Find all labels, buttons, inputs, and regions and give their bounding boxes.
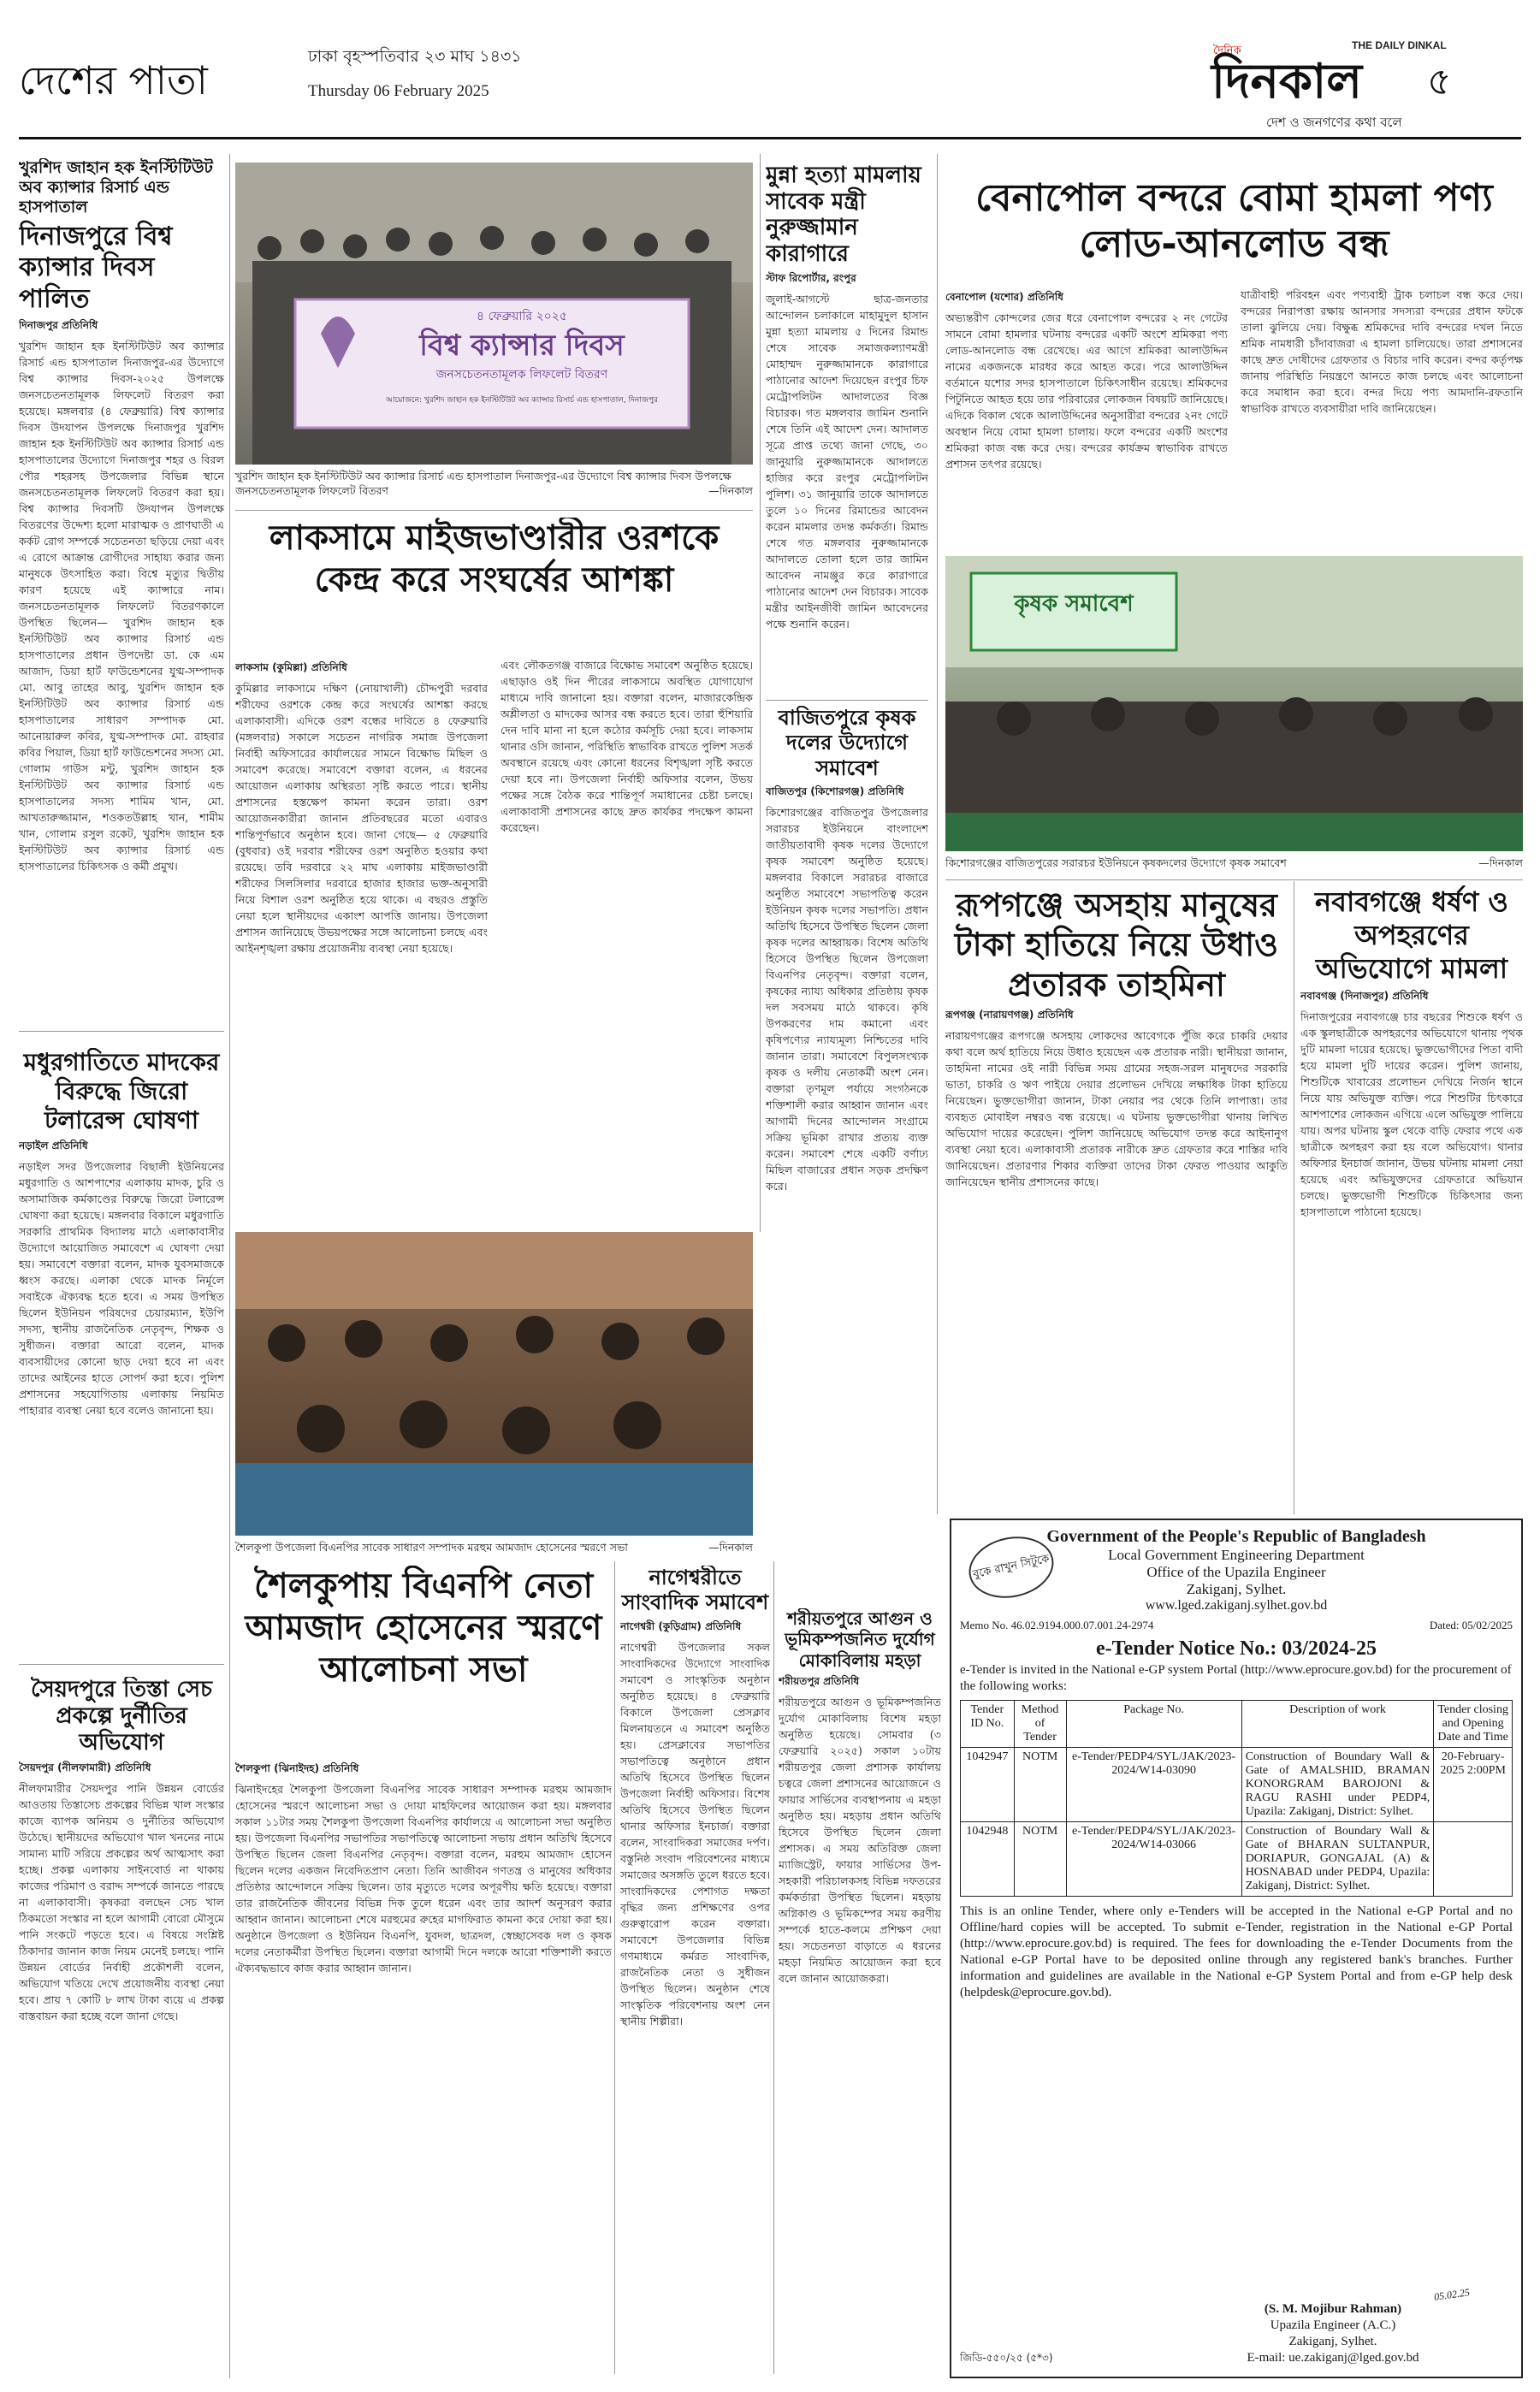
article-shariatpur — [779, 1608, 941, 2374]
article-body: নারায়ণগঞ্জের রূপগঞ্জে অসহায় লোকদের আবেগকে পুঁজি করে চাকরি দেয়ার কথা বলে অর্থ হাতিয়ে নিয়ে উধাও হয়েছেন এক প্রতারক নারী। স্থানীয়রা জানান, তাহমিনা নামের ওই নারী বিভিন্ন সময় গ্রামের সহজ-সরল মানুষদের সরকারি ভাতা, চাকরি ও ঋণ পাইয়ে দেয়ার প্রলোভন দেখিয়ে লক্ষাধিক টাকা হাতিয়ে নিয়েছেন। ভুক্তভোগীরা জানান, টাকা নেয়ার পর থেকে তিনি লাপাত্তা। তার ব্যবহৃত মোবাইল নম্বরও বন্ধ রয়েছে। এ ঘটনায় ভুক্তভোগীরা থানায় লিখিত অভিযোগ দায়ের করেছেন। পুলিশ জানিয়েছে অভিযোগ তদন্ত করে আইনানুগ ব্যবস্থা নেয়া হবে। এলাকাবাসী প্রতারক নারীকে দ্রুত গ্রেফতার করে শাস্তির দাবি জানিয়েছেন। প্রতারণার শিকার ব্যক্তিরা তাদের টাকা ফেরত পাওয়ার আকুতি জানিয়েছেন স্থানীয় প্রশাসনের কাছে। — [945, 1029, 1288, 1189]
article-body: দিনাজপুরের নবাবগঞ্জে চার বছরের শিশুকে ধর্ষণ ও এক স্কুলছাত্রীকে অপহরণের অভিযোগে থানায় পৃথক দুটি মামলা দায়ের হয়েছে। ভুক্তভোগীদের পিতা বাদী হয়ে মামলা দুটি দায়ের করেন। পুলিশ জানায়, শিশুটিকে খাবারের প্রলোভন দেখিয়ে নির্জন স্থানে নিয়ে যায় অভিযুক্ত ব্যক্তি। পরে শিশুটির চিৎকারে আশপাশের লোকজন এগিয়ে এলে অভিযুক্ত পালিয়ে যায়। অপর ঘটনায় স্কুল থেকে বাড়ি ফেরার পথে এক ছাত্রীকে অপহরণ করা হয় বলে অভিযোগ। থানার অফিসার ইনচার্জ জানান, উভয় ঘটনায় মামলা নেয়া হয়েছে এবং অভিযুক্তদের গ্রেফতারে অভিযান চলছে। ভুক্তভোগী শিশুটিকে চিকিৎসার জন্য হাসপাতালে পাঠানো হয়েছে। — [1300, 1010, 1523, 1219]
article-byline: দিনাজপুর প্রতিনিধি — [19, 319, 98, 332]
tender-department: Local Government Engineering Department — [1108, 1547, 1365, 1563]
article-byline: নড়াইল প্রতিনিধি — [19, 1140, 88, 1152]
article-body: নড়াইল সদর উপজেলার বিছালী ইউনিয়নের মধুরগাতি ও আশপাশের এলাকায় মাদক, চুরি ও অসামাজিক কর্মকাণ্ডের বিরুদ্ধে জিরো টলারেন্স ঘোষণা করা হয়েছে। মঙ্গলবার বিকালে মধুরগাতি সরকারি প্রাথমিক বিদ্যালয় মাঠে এলাকাবাসীর উদ্যোগে আয়োজিত সমাবেশে এ ঘোষণা দেয়া হয়। সমাবেশে বক্তারা বলেন, মাদক যুবসমাজকে ধ্বংস করছে। এলাকা থেকে মাদক নির্মূলে সবাইকে ঐক্যবদ্ধ হতে হবে। এ সময় উপস্থিত ছিলেন ইউনিয়ন পরিষদের চেয়ারম্যান, ইউপি সদস্য, স্থানীয় রাজনৈতিক নেতৃবৃন্দ, শিক্ষক ও সুধীজন। বক্তারা আরো বলেন, মাদক ব্যবসায়ীদের কোনো ছাড় দেয়া হবে না এবং তাদের আইনের হাতে সোপর্দ করা হবে। পুলিশ প্রশাসনের সহযোগিতায় এলাকায় নিয়মিত পাহারার ব্যবস্থা নেয়া হবে বলেও জানানো হয়। — [19, 1160, 224, 1418]
tender-signature: 05.02.25 — [1433, 2286, 1471, 2303]
tender-cell-package: e-Tender/PEDP4/SYL/JAK/2023-2024/W14-03090 — [1066, 1748, 1241, 1822]
tender-date: Dated: 05/02/2025 — [1429, 1619, 1513, 1631]
article-byline: শরীয়তপুর প্রতিনিধি — [779, 1675, 860, 1688]
article-headline: দিনাজপুরে বিশ্ব ক্যান্সার দিবস পালিত — [19, 221, 173, 314]
article-body: জুলাই-আগস্টে ছাত্র-জনতার আন্দোলন চলাকালে মাহামুদুল হাসান মুন্না হত্যা মামলায় ৫ দিনের রিমান্ড শেষে সাবেক সমাজকল্যাণমন্ত্রী মোহাম্মদ নুরুজ্জামানকে কারাগারে পাঠানোর আদেশ দিয়েছেন রংপুর চিফ মেট্রোপলিটন আদালতের বিজ্ঞ বিচারক। গত মঙ্গলবার জামিন শুনানি শেষে তিনি এই আদেশ দেন। আদালত সূত্রে প্রাপ্ত তথ্যে জানা গেছে, ৩০ জানুয়ারি নুরুজ্জামানকে আদালতে হাজির করে রংপুর মেট্রোপলিটন পুলিশ। ৩১ জানুয়ারি তাকে আদালতে তুলে ১০ দিনের রিমান্ডের আবেদন করেন মামলার তদন্ত কর্মকর্তা। রিমান্ড শেষে গত মঙ্গলবার নুরুজ্জামানকে আদালতে তোলা হলে তার জামিন আবেদন নামঞ্জুর করে কারাগারে পাঠানোর আদেশ দেন বিচারক। সাবেক মন্ত্রীর আইনজীবী জামিন আবেদনের পক্ষে শুনানি করেন। — [766, 292, 928, 631]
tender-cell-id: 1042948 — [961, 1822, 1015, 1897]
article-bajitpur — [766, 706, 928, 1544]
article-headline: বাজিতপুরে কৃষক দলের উদ্যোগে সমাবেশ — [778, 706, 916, 780]
tender-header-cell: Tender closing and Opening Date and Time — [1434, 1701, 1513, 1748]
tender-cell-package: e-Tender/PEDP4/SYL/JAK/2023-2024/W14-03066 — [1066, 1822, 1241, 1897]
tender-header-cell: Method of Tender — [1014, 1701, 1066, 1748]
article-benapole-headline: বেনাপোল বন্দরে বোমা হামলা পণ্য লোড-আনলোড বন্ধ — [975, 176, 1493, 266]
tender-table — [960, 1700, 1513, 1897]
article-nageshwari — [620, 1566, 770, 2374]
article-headline: নাগেশ্বরীতে সাংবাদিক সমাবেশ — [621, 1566, 769, 1615]
article-kicker: খুরশিদ জাহান হক ইনস্টিটিউট অব ক্যান্সার রিসার্চ এন্ড হাসপাতাল — [19, 158, 213, 217]
tender-header-cell: Description of work — [1241, 1701, 1434, 1748]
photo-caption: শৈলকুপা উপজেলা বিএনপির সাবেক সাধারণ সম্পাদক মরহুম আমজাদ হোসেনের স্মরণে সভা —দিনকাল — [235, 1541, 753, 1554]
article-body: ঝিনাইদহের শৈলকুপা উপজেলা বিএনপির সাবেক সাধারণ সম্পাদক মরহুম আমজাদ হোসেনের স্মরণে আলোচনা সভা ও দোয়া মাহফিলের আয়োজন করা হয়। মঙ্গলবার সকাল ১১টার সময় শৈলকুপা উপজেলা বিএনপির কার্যালয়ে এ আলোচনা সভা অনুষ্ঠিত হয়। উপজেলা বিএনপির সভাপতির সভাপতিত্বে আলোচনা সভায় প্রধান অতিথি হিসেবে উপস্থিত ছিলেন জেলা বিএনপির নেতৃবৃন্দ। বক্তারা বলেন, মরহুম আমজাদ হোসেন ছিলেন দলের একজন নিবেদিতপ্রাণ নেতা। তিনি আজীবন গণতন্ত্র ও মানুষের অধিকার প্রতিষ্ঠার আন্দোলনে সক্রিয় ছিলেন। তার মৃত্যুতে দলের অপূরণীয় ক্ষতি হয়েছে। বক্তারা তার রাজনৈতিক জীবনের বিভিন্ন দিক তুলে ধরেন এবং তার আদর্শ অনুসরণ করার আহ্বান জানান। আলোচনা শেষে মরহুমের রুহের মাগফিরাত কামনা করে দোয়া করা হয়। অনুষ্ঠানে উপজেলা ও ইউনিয়ন বিএনপি, যুবদল, ছাত্রদল, স্বেচ্ছাসেবক দল ও কৃষক দলের নেতাকর্মীরা উপস্থিত ছিলেন। বক্তারা আগামী দিনে দলকে আরো শক্তিশালী করতে ঐক্যবদ্ধভাবে কাজ করার আহ্বান জানান। — [235, 1783, 612, 1975]
article-headline: মুন্না হত্যা মামলায় সাবেক মন্ত্রী নুরুজ্জামান কারাগারে — [766, 163, 921, 268]
page-number: ৫ — [1427, 60, 1452, 104]
article-cancer-day — [19, 158, 224, 1022]
tender-office: Office of the Upazila Engineer — [1146, 1564, 1326, 1580]
photo-farmers-rally: কৃষক সমাবেশ — [945, 556, 1523, 851]
tender-signer-block: (S. M. Mojibur Rahman) Upazila Engineer (A.C.) Zakiganj, Sylhet. E-mail: ue.zakiganj@lged.gov.bd — [1247, 2302, 1419, 2365]
tender-cell-date: 20-February-2025 2:00PM — [1434, 1748, 1513, 1822]
article-byline: রূপগঞ্জ (নারায়ণগঞ্জ) প্রতিনিধি — [945, 1009, 1074, 1021]
article-byline: স্টাফ রিপোর্টার, রংপুর — [766, 271, 856, 284]
article-byline: লাকসাম (কুমিল্লা) প্রতিনিধি — [235, 661, 347, 673]
article-benapole-col2: যাত্রীবাহী পরিবহন এবং পণ্যবাহী ট্রাক চলাচল বন্ধ করে দেয়। বন্দরের নিরাপত্তা রক্ষায় আনসার সদস্যরা বন্দরের প্রধান ফটকে তালা ঝুলিয়ে দেয়। বিক্ষুব্ধ শ্রমিকদের দাবি বন্দরের দখল নিতে শ্রমিক নামধারী চাঁদাবাজরা এ হামলা চালিয়েছে। তারা প্রশাসনের কাছে দ্রুত দোষীদের গ্রেফতার ও বিচার দাবি করেন। বন্দর কর্তৃপক্ষ জানায় পরিস্থিতি নিয়ন্ত্রণে আনতে কাজ চলছে এবং আলোচনা করে সমাধান করা হবে। বন্দর দিয়ে পণ্য আমদানি-রফতানি স্বাভাবিক রাখতে ব্যবসায়ীরা দাবি জানিয়েছেন। — [1241, 288, 1523, 415]
issue-date: ঢাকা বৃহস্পতিবার ২৩ মাঘ ১৪৩১ Thursday 06 February 2025 — [308, 47, 522, 100]
article-body: অভ্যন্তরীণ কোন্দলের জের ধরে বেনাপোল বন্দরের ২ নং গেটের সামনে বোমা হামলার ঘটনায় বন্দরের একটি অংশে শ্রমিকরা পণ্য লোড-আনলোড বন্ধ রেখেছে। এর আগে শ্রমিকরা আলাউদ্দিন নামের একজনকে মারধর করে আহত করে। পরে আলাউদ্দিন বর্তমানে যশোর সদর হাসপাতালে চিকিৎসাধীন রয়েছে। শ্রমিকদের পিটুনিতে আহত হয়ে তার পরিবারের লোকজন বিষয়টি জানিয়েছে। এদিকে বিকাল থেকে আলাউদ্দিনের অনুসারীরা বন্দরের ২নং গেটে অবস্থান নিয়ে বোমা হামলা চালায়। ফলে বন্দরের একটি অংশের শ্রমিকরা কাজ বন্ধ করে দেয়। বন্দরের কার্যক্রম স্বাভাবিক রাখতে প্রশাসন তৎপর রয়েছে। — [945, 311, 1228, 471]
tender-cell-date — [1434, 1822, 1513, 1897]
article-byline: সৈয়দপুর (নীলফামারী) প্রতিনিধি — [19, 1761, 151, 1773]
photo-caption: খুরশিদ জাহান হক ইনস্টিটিউট অব ক্যান্সার রিসার্চ এন্ড হাসপাতাল দিনাজপুর-এর উদ্যোগে বিশ্ব ক্যান্সার দিবস উপলক্ষে জনসচেতনতামূলক লিফলেট বিতরণ —দিনকাল — [235, 470, 753, 497]
tender-government: Government of the People's Republic of Bangladesh — [1046, 1527, 1426, 1546]
section-title: দেশের পাতা — [19, 57, 208, 104]
tender-place: Zakiganj, Sylhet. — [1186, 1581, 1287, 1597]
tender-cell-method: NOTM — [1014, 1748, 1066, 1822]
article-shailkupa-headline: শৈলকুপায় বিএনপি নেতা আমজাদ হোসেনের স্মরণে আলোচনা সভা — [245, 1566, 602, 1690]
tender-seal: বুকে রাখুন সিটুকে — [963, 1529, 1059, 1605]
crowd-illustration — [235, 1232, 753, 1536]
photo-cancer-rally: ৪ ফেব্রুয়ারি ২০২৫ বিশ্ব ক্যান্সার দিবস জনসচেতনতামূলক লিফলেট বিতরণ আয়োজনে: খুরশিদ জাহান হক ইনস্টিটিউট অব ক্যান্সার রিসার্চ এন্ড হাসপাতাল, দিনাজপুর — [235, 163, 753, 465]
article-headline: নবাবগঞ্জে ধর্ষণ ও অপহরণের অভিযোগে মামলা — [1315, 885, 1508, 986]
tender-code: জিডি-৫৫০/২৫ (৫*৩) — [960, 2352, 1053, 2364]
photo-shailkupa-meeting — [235, 1232, 753, 1536]
tender-intro: e-Tender is invited in the National e-GP system Portal (http://www.eprocure.gov.bd) for the procurement of the following works: — [960, 1663, 1512, 1693]
tender-header-cell: Package No. — [1066, 1701, 1241, 1748]
article-body: নীলফামারীর সৈয়দপুর পানি উন্নয়ন বোর্ডের আওতায় তিস্তাসেচ প্রকল্পের বিভিন্ন খাল সংস্কার কাজে ব্যাপক অনিয়ম ও দুর্নীতির অভিযোগ উঠেছে। স্থানীয়দের অভিযোগ খাল খননের নামে সামান্য মাটি সরিয়ে প্রকল্পের অর্থ আত্মসাৎ করা হচ্ছে। প্রকল্প এলাকায় সাইনবোর্ড না থাকায় কাজের পরিমাণ ও বরাদ্দ সম্পর্কে জানতে পারছে না এলাকাবাসী। কৃষকরা বলছেন সেচ খাল ঠিকমতো সংস্কার না হলে আগামী বোরো মৌসুমে পানি সংকটে পড়তে হবে। এ বিষয়ে সংশ্লিষ্ট ঠিকাদার জানান কাজ নিয়ম মেনেই চলছে। পানি উন্নয়ন বোর্ডের নির্বাহী প্রকৌশলী বলেন, অভিযোগ খতিয়ে দেখে প্রয়োজনীয় ব্যবস্থা নেয়া হবে। প্রায় ৭ কোটি ৮ লাখ টাকা ব্যয়ে এ প্রকল্প বাস্তবায়ন করা হচ্ছে বলে জানা গেছে। — [19, 1781, 224, 2022]
article-body: খুরশিদ জাহান হক ইনস্টিটিউট অব ক্যান্সার রিসার্চ এন্ড হাসপাতাল দিনাজপুর-এর উদ্যোগে বিশ্ব ক্যান্সার দিবস-২০২৫ উপলক্ষে জনসচেতনতামূলক লিফলেট বিতরণ করা হয়েছে। মঙ্গলবার (৪ ফেব্রুয়ারি) বিশ্ব ক্যান্সার দিবস উদযাপন উপলক্ষে দিনাজপুর খুরশিদ জাহান হক ইনস্টিটিউট অব ক্যান্সার রিসার্চ এন্ড হাসপাতালের উদ্যোগে দিনাজপুর শহর ও বিরল পৌর শহরসহ উপজেলার বিভিন্ন স্থানে জনসচেতনতামূলক লিফলেট বিতরণ করা হয়। বিশ্ব ক্যান্সার দিবসটি উদযাপন উপলক্ষে বিতরণের উদ্দেশ্য হলো মারাত্মক ও প্রাণঘাতী এ কর্কট রোগ সম্পর্কে সচেতনতা ছড়িয়ে দেয়া এবং এ রোগে আক্রান্ত রোগীদের সাহায্য করার জন্য মানুষকে উৎসাহিত করা। বিশ্বে মৃত্যুর দ্বিতীয় কারণ হয়েছে এই ক্যান্সারে নাম। জনসচেতনতামূলক লিফলেট বিতরণকালে উপস্থিত ছিলেন— খুরশিদ জাহান হক ইনস্টিটিউট অব ক্যান্সার রিসার্চ এন্ড হাসপাতালের প্রধান উপদেষ্টা ডা. কে এম আজাদ, ডিয়া হার্ট ফাউন্ডেশনের যুগ্ম-সম্পাদক মো. আবু তাহের আবু, খুরশিদ জাহান হক ইনস্টিটিউট অব ক্যান্সার রিসার্চ এন্ড হাসপাতালের সাধারণ সম্পাদক মো. আনোয়ারুল কবির, যুগ্ম-সম্পাদক মো. রাহবার কবির পিয়াল, ডিয়া হার্ট ফাউন্ডেশনের সদস্য মো. গোলাম গাউস মন্টু, খুরশিদ জাহান হক ইনস্টিটিউট অব ক্যান্সার রিসার্চ এন্ড হাসপাতালের সদস্য শামিম খান, মো. আখতারুজ্জামান, শওকতউল্লাহ খান, শামীম খান, গোলাম রসুল রকেট, খুরশিদ জাহান হক ইনস্টিটিউট অব ক্যান্সার রিসার্চ এন্ড হাসপাতালের চিকিৎসক ও কর্মী প্রমুখ। — [19, 340, 224, 873]
tender-cell-desc: Construction of Boundary Wall & Gate of BHARAN SULTANPUR, DORIAPUR, GONGAJAL (A) & HOSNABAD under PEDP4, Upazila: Zakiganj, District: Sylhet. — [1241, 1822, 1434, 1897]
tender-header-cell: Tender ID No. — [961, 1701, 1015, 1748]
tender-row — [961, 1822, 1513, 1897]
tender-website: www.lged.zakiganj.sylhet.gov.bd — [1145, 1598, 1328, 1613]
tender-footer: This is an online Tender, where only e-Tenders will be accepted in the National e-GP Portal and no Offline/hard copies will be accepted. To submit e-Tender, registration in the National e-GP Portal (http://www.eprocure.gov.bd) is required. The fees for downloading the e-Tender Documents from the National e-GP Portal have to be deposited online through any registered bank's branches. Further information and guidelines are available in the National e-GP System Portal and from e-GP help desk (helpdesk@eprocure.gov.bd). — [960, 1904, 1513, 1999]
article-benapole-col1 — [945, 287, 1228, 543]
article-headline: রূপগঞ্জে অসহায় মানুষের টাকা হাতিয়ে নিয়ে উধাও প্রতারক তাহমিনা — [954, 886, 1279, 1004]
article-headline: শরীয়তপুরে আগুন ও ভূমিকম্পজনিত দুর্যোগ মোকাবিলায় মহড়া — [785, 1608, 935, 1671]
tender-row — [961, 1748, 1513, 1822]
masthead-logo: দৈনিক THE DAILY DINKAL দিনকাল ৫ দেশ ও জনগণের কথা বলে — [1211, 39, 1452, 130]
tender-memo: Memo No. 46.02.9194.000.07.001.24-2974 — [960, 1619, 1154, 1631]
tender-notice — [950, 1519, 1523, 2378]
article-modhurgati — [19, 1048, 224, 1664]
article-laksam-col1 — [235, 657, 488, 1222]
tender-title: e-Tender Notice No.: 03/2024-25 — [1096, 1637, 1377, 1660]
tender-cell-id: 1042947 — [961, 1748, 1015, 1822]
article-munna-case — [766, 163, 928, 693]
article-byline: নাগেশ্বরী (কুড়িগ্রাম) প্রতিনিধি — [620, 1619, 742, 1632]
article-byline: নবাবগঞ্জ (দিনাজপুর) প্রতিনিধি — [1300, 990, 1429, 1003]
tender-cell-desc: Construction of Boundary Wall & Gate of AMALSHID, BRAMAN KONORGRAM BAROJONI & RAGU RASHI under PEDP4, Upazila: Zakiganj, District: Sylhet. — [1241, 1748, 1434, 1822]
article-body: কিশোরগঞ্জের বাজিতপুর উপজেলার সরারচর ইউনিয়নে বাংলাদেশ জাতীয়তাবাদী কৃষক দলের উদ্যোগে কৃষক সমাবেশ অনুষ্ঠিত হয়েছে। মঙ্গলবার বিকালে সরারচর বাজারে অনুষ্ঠিত সমাবেশে সভাপতিত্ব করেন ইউনিয়ন কৃষক দলের সভাপতি। প্রধান অতিথি হিসেবে উপস্থিত ছিলেন জেলা কৃষক দলের আহ্বায়ক। বিশেষ অতিথি হিসেবে উপস্থিত ছিলেন উপজেলা বিএনপির নেতৃবৃন্দ। বক্তারা বলেন, কৃষকের ন্যায্য অধিকার প্রতিষ্ঠায় কৃষক দল সবসময় মাঠে থাকবে। কৃষি উপকরণের দাম কমানো এবং কৃষিপণ্যের ন্যায্যমূল্য নিশ্চিতের দাবি জানান তারা। সমাবেশে বিপুলসংখ্যক কৃষক ও দলীয় নেতাকর্মী অংশ নেন। বক্তারা তৃণমূল পর্যায়ে সংগঠনকে শক্তিশালী করার আহ্বান জানান এবং আগামী দিনের আন্দোলন সংগ্রামে সক্রিয় ভূমিকা রাখার প্রত্যয় ব্যক্ত করেন। সমাবেশ শেষে একটি বর্ণাঢ্য মিছিল বাজারের প্রধান সড়ক প্রদক্ষিণ করে। — [766, 805, 928, 1193]
article-byline: বেনাপোল (যশোর) প্রতিনিধি — [945, 291, 1063, 303]
article-shailkupa-body — [235, 1758, 612, 2374]
article-body: নাগেশ্বরী উপজেলার সকল সাংবাদিকদের উদ্যোগে সাংবাদিক সমাবেশ ও সাংস্কৃতিক অনুষ্ঠান অনুষ্ঠিত হয়েছে। ৪ ফেব্রুয়ারি বিকালে উপজেলা প্রেসক্লাব মিলনায়তনে এ সমাবেশ অনুষ্ঠিত হয়। প্রেসক্লাবের সভাপতির সভাপতিত্বে অনুষ্ঠানে প্রধান অতিথি হিসেবে উপস্থিত ছিলেন উপজেলা নির্বাহী অফিসার। বিশেষ অতিথি হিসেবে উপস্থিত ছিলেন থানার অফিসার ইনচার্জ। বক্তারা বলেন, সাংবাদিকরা সমাজের দর্পণ। বস্তুনিষ্ঠ সংবাদ পরিবেশনের মাধ্যমে সমাজের অসঙ্গতি তুলে ধরতে হবে। সাংবাদিকদের পেশাগত দক্ষতা বৃদ্ধির জন্য প্রশিক্ষণের ওপর গুরুত্বারোপ করেন বক্তারা। সমাবেশে উপজেলার বিভিন্ন গণমাধ্যমে কর্মরত সাংবাদিক, রাজনৈতিক নেতা ও সুধীজন উপস্থিত ছিলেন। অনুষ্ঠান শেষে সাংস্কৃতিক পরিবেশনায় অংশ নেন স্থানীয় শিল্পীরা। — [620, 1640, 770, 2028]
tender-cell-method: NOTM — [1014, 1822, 1066, 1897]
masthead-rule — [19, 137, 1521, 139]
article-headline: মধুরগাতিতে মাদকের বিরুদ্ধে জিরো টলারেন্স ঘোষণা — [23, 1048, 220, 1135]
article-byline: শৈলকুপা (ঝিনাইদহ) প্রতিনিধি — [235, 1762, 359, 1774]
article-body: কুমিল্লার লাকসামে দক্ষিণ (নোয়াখালী) চৌদ্দপুরী দরবার শরীফের ওরশকে কেন্দ্র করে সংঘর্ষের আশঙ্কা করছে এলাকাবাসী। এদিকে ওরশ বন্ধের দাবিতে ৪ ফেব্রুয়ারি (মঙ্গলবার) সকালে সচেতন নাগরিক সমাজ উপজেলা নির্বাহী অফিসারের কার্যালয়ের সামনে বিক্ষোভ মিছিল ও সমাবেশ করেছে। সমাবেশে বক্তারা বলেন, এ ধরনের আয়োজন এলাকায় অস্থিরতা সৃষ্টি করতে পারে। স্থানীয় প্রশাসনের হস্তক্ষেপ কামনা করেন তারা। ওরশ আয়োজনকারীরা জানান প্রতিবছরের মতো এবারও শান্তিপূর্ণভাবে অনুষ্ঠান হবে। জানা গেছে— ৫ ফেব্রুয়ারি (বুধবার) ওই দরবার শরীফের ওরশ অনুষ্ঠিত হওয়ার কথা রয়েছে। তবি দরবারে ২২ মাঘ এলাকায় মাইজভাণ্ডারী শরীফের সিলসিলার দরবারে হাজার হাজার ভক্ত-অনুসারী নিয়ে বিশাল ওরশ অনুষ্ঠিত হয়ে থাকে। এ বছরও প্রস্তুতি নেয়া হলে স্থানীয়দের একাংশ আপত্তি জানায়। উপজেলা প্রশাসন জানিয়েছে উভয়পক্ষের সঙ্গে আলোচনা চলছে এবং আইনশৃঙ্খলা রক্ষায় প্রয়োজনীয় ব্যবস্থা নেয়া হয়েছে। — [235, 682, 488, 955]
article-byline: বাজিতপুর (কিশোরগঞ্জ) প্রতিনিধি — [766, 785, 904, 797]
article-saidpur — [19, 1677, 224, 2374]
article-headline: সৈয়দপুরে তিস্তা সেচ প্রকল্পে দুর্নীতির অভিযোগ — [30, 1677, 213, 1756]
photo-caption: কিশোরগঞ্জের বাজিতপুরের সরারচর ইউনিয়নে কৃষকদলের উদ্যোগে কৃষক সমাবেশ —দিনকাল — [945, 856, 1523, 869]
article-body: শরীয়তপুরে আগুন ও ভূমিকম্পজনিত দুর্যোগ মোকাবিলায় বিশেষ মহড়া অনুষ্ঠিত হয়েছে। সোমবার (৩ ফেব্রুয়ারি ২০২৫) সকাল ১০টায় শরীয়তপুর জেলা প্রশাসক কার্যালয় চত্বরে জেলা প্রশাসনের আয়োজনে ও ফায়ার সার্ভিসের ব্যবস্থাপনায় এ মহড়া অনুষ্ঠিত হয়। মহড়ায় প্রধান অতিথি হিসেবে উপস্থিত ছিলেন জেলা প্রশাসক। এ সময় অতিরিক্ত জেলা ম্যাজিস্ট্রেট, ফায়ার সার্ভিসের উপ-সহকারী পরিচালকসহ বিভিন্ন দফতরের কর্মকর্তারা উপস্থিত ছিলেন। মহড়ায় অগ্নিকাণ্ড ও ভূমিকম্পের সময় করণীয় সম্পর্কে হাতে-কলমে প্রশিক্ষণ দেয়া হয়। সচেতনতা বাড়াতে এ ধরনের মহড়া নিয়মিত আয়োজন করা হবে বলে জানান আয়োজকরা। — [779, 1696, 941, 1986]
article-laksam-headline: লাকসামে মাইজভাণ্ডারীর ওরশকে কেন্দ্র করে সংঘর্ষের আশঙ্কা — [269, 518, 720, 600]
article-laksam-col2: এবং লৌকতগঞ্জ বাজারে বিক্ষোভ সমাবেশ অনুষ্ঠিত হয়েছে। এছাড়াও ওই দিন পীরের লাকসামে অবস্থিত যোগাযোগ মাধ্যমে দাবি জানানো হয়। বক্তারা বলেন, মাজারকেন্দ্রিক অশ্লীলতা ও মাদকের আসর বন্ধ করতে হবে। তারা হুঁশিয়ারি দেন দাবি মানা না হলে কঠোর কর্মসূচি দেয়া হবে। লাকসাম থানার ওসি জানান, পরিস্থিতি স্বাভাবিক রাখতে পুলিশ সতর্ক অবস্থানে রয়েছে এবং কোনো ধরনের বিশৃঙ্খলা সৃষ্টি করতে দেয়া হবে না। উপজেলা নির্বাহী অফিসার বলেন, উভয় পক্ষের সঙ্গে বৈঠক করে শান্তিপূর্ণ সমাধানের চেষ্টা চলছে। এলাকাবাসী প্রশাসনের কাছে দ্রুত কার্যকর পদক্ষেপ কামনা করেছেন। — [500, 659, 753, 834]
